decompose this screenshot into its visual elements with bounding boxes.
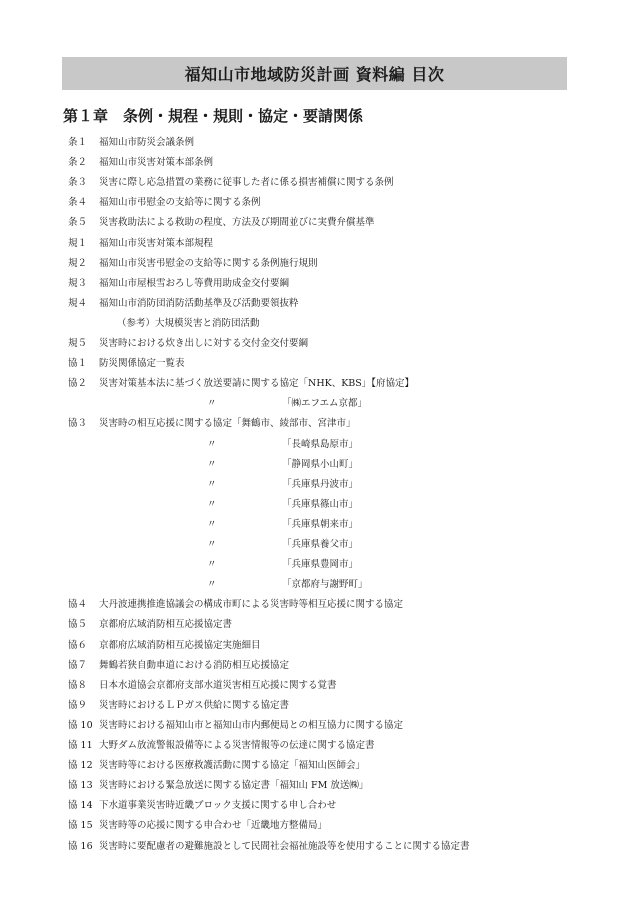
toc-entry-row xyxy=(0,697,630,715)
toc-entry-row xyxy=(0,677,630,695)
toc-entry-row xyxy=(0,295,630,313)
entry-title: 災害救助法による救助の程度、方法及び期間並びに実費弁償基準 xyxy=(99,217,375,229)
toc-entry-row xyxy=(0,817,630,835)
toc-entry-row xyxy=(0,275,630,293)
toc-entry-row xyxy=(0,174,630,192)
entry-code: 条１ xyxy=(68,137,88,148)
toc-entry-row xyxy=(0,235,630,253)
entry-continuation: 「兵庫県養父市」 xyxy=(282,539,359,550)
entry-title: 災害時における福知山市と福知山市内郵便局との相互協力に関する協定 xyxy=(99,719,404,731)
entry-continuation: 「京都府与謝野町」 xyxy=(282,579,368,591)
toc-entry-row xyxy=(0,737,630,755)
toc-entry-row xyxy=(0,255,630,273)
ditto-mark: 〃 xyxy=(207,498,217,510)
entry-code: 条４ xyxy=(68,197,88,209)
document-title: 福知山市地域防災計画 資料編 目次 xyxy=(184,65,445,84)
entry-code: 協 11 xyxy=(68,740,93,751)
toc-entry-row xyxy=(0,194,630,212)
entry-title: 災害時等の応援に関する申合わせ「近畿地方整備局」 xyxy=(99,820,328,832)
entry-title: 福知山市防災会議条例 xyxy=(99,137,195,148)
entry-title: 福知山市消防団消防活動基準及び活動要領抜粋 xyxy=(99,297,299,309)
ditto-mark: 〃 xyxy=(207,579,217,591)
toc-continuation-row xyxy=(0,476,630,494)
entry-code: 協９ xyxy=(68,699,88,711)
entry-code: 規５ xyxy=(68,338,88,349)
entry-title: 福知山市災害弔慰金の支給等に関する条例施行規則 xyxy=(99,257,318,269)
entry-title: 福知山市弔慰金の支給等に関する条例 xyxy=(99,197,261,209)
entry-code: 協６ xyxy=(68,639,88,651)
entry-code: 協７ xyxy=(68,659,88,671)
toc-entry-row xyxy=(0,637,630,655)
toc-entry-row xyxy=(0,375,630,393)
toc-entry-row xyxy=(0,757,630,775)
toc-entry-row xyxy=(0,214,630,232)
toc-entry-row xyxy=(0,717,630,735)
entry-continuation: 「㈱エフエム京都」 xyxy=(282,398,368,410)
entry-title: 災害時に要配慮者の避難施設として民間社会福祉施設等を使用することに関する協定書 xyxy=(99,840,470,852)
entry-title: 日本水道協会京都府支部水道災害相互応援に関する覚書 xyxy=(99,679,337,691)
entry-title: 舞鶴若狭自動車道における消防相互応援協定 xyxy=(99,659,290,671)
toc-entry-row xyxy=(0,596,630,614)
chapter-heading: 第１章 条例・規程・規則・協定・要請関係 xyxy=(63,107,364,125)
entry-code: 規４ xyxy=(68,297,88,309)
ditto-mark: 〃 xyxy=(207,539,217,550)
entry-title: 大野ダム放流警報設備等による災害情報等の伝達に関する協定書 xyxy=(99,740,375,751)
entry-code: 規３ xyxy=(68,277,88,289)
toc-continuation-row xyxy=(0,496,630,514)
entry-continuation: 「長崎県島原市」 xyxy=(282,438,359,450)
entry-code: 協１ xyxy=(68,358,88,370)
entry-code: 規２ xyxy=(68,257,88,269)
ditto-mark: 〃 xyxy=(207,438,217,450)
toc-entry-row xyxy=(0,797,630,815)
entry-title: 災害に際し応急措置の業務に従事した者に係る損害補償に関する条例 xyxy=(99,177,394,189)
ditto-mark: 〃 xyxy=(207,398,217,410)
toc-entry-row xyxy=(0,616,630,634)
entry-continuation: 「兵庫県朝来市」 xyxy=(282,518,359,530)
entry-title: 災害対策基本法に基づく放送要請に関する協定「NHK、KBS」【府協定】 xyxy=(99,378,415,390)
entry-code: 条５ xyxy=(68,217,88,229)
ditto-mark: 〃 xyxy=(207,559,217,571)
entry-continuation: 「兵庫県丹波市」 xyxy=(282,478,359,490)
entry-title: 防災関係協定一覧表 xyxy=(99,358,185,370)
entry-title: 災害時等における医療救護活動に関する協定「福知山医師会」 xyxy=(99,760,366,772)
ditto-mark: 〃 xyxy=(207,458,217,470)
entry-title: 災害時の相互応援に関する協定「舞鶴市、綾部市、宮津市」 xyxy=(99,418,356,430)
entry-code: 協２ xyxy=(68,378,88,390)
toc-continuation-row xyxy=(0,436,630,454)
entry-title: 災害時における炊き出しに対する交付金交付要綱 xyxy=(99,338,309,349)
toc-entry-row xyxy=(0,777,630,795)
toc-entry-row xyxy=(0,335,630,353)
toc-continuation-row xyxy=(0,536,630,554)
toc-entry-row xyxy=(0,657,630,675)
toc-continuation-row xyxy=(0,556,630,574)
entry-code: 協 13 xyxy=(68,780,93,792)
entry-title: 下水道事業災害時近畿ブロック支援に関する申し合わせ xyxy=(99,800,337,812)
entry-code: 規１ xyxy=(68,237,88,249)
entry-title: 福知山市災害対策本部条例 xyxy=(99,157,214,169)
toc-note-row xyxy=(0,315,630,333)
entry-continuation: 「兵庫県篠山市」 xyxy=(282,498,359,510)
toc-entry-row xyxy=(0,154,630,172)
toc-continuation-row xyxy=(0,395,630,413)
entry-title: 災害時におけるＬＰガス供給に関する協定書 xyxy=(99,699,290,711)
ditto-mark: 〃 xyxy=(207,518,217,530)
entry-title: 京都府広域消防相互応援協定実施細目 xyxy=(99,639,261,651)
entry-continuation: 「静岡県小山町」 xyxy=(282,458,359,470)
toc-continuation-row xyxy=(0,576,630,594)
entry-continuation: 「兵庫県豊岡市」 xyxy=(282,559,359,571)
toc-entry-row xyxy=(0,838,630,856)
entry-title: 福知山市屋根雪おろし等費用助成金交付要綱 xyxy=(99,277,290,289)
entry-code: 協 14 xyxy=(68,800,93,812)
entry-title: 災害時における緊急放送に関する協定書「福知山 FM 放送㈱」 xyxy=(99,780,369,792)
entry-code: 協５ xyxy=(68,619,88,631)
entry-title: 大丹波連携推進協議会の構成市町による災害時等相互応援に関する協定 xyxy=(99,599,404,611)
entry-code: 条３ xyxy=(68,177,88,189)
entry-code: 協 16 xyxy=(68,840,93,852)
toc-entry-row xyxy=(0,415,630,433)
entry-code: 協４ xyxy=(68,599,88,611)
toc-continuation-row xyxy=(0,516,630,534)
entry-code: 協８ xyxy=(68,679,88,691)
entry-code: 協３ xyxy=(68,418,88,430)
entry-code: 条２ xyxy=(68,157,88,169)
entry-code: 協 12 xyxy=(68,760,93,772)
entry-title: 福知山市災害対策本部規程 xyxy=(99,237,214,249)
entry-note: （参考）大規模災害と消防団活動 xyxy=(117,317,260,329)
ditto-mark: 〃 xyxy=(207,478,217,490)
toc-entry-row xyxy=(0,355,630,373)
entry-title: 京都府広域消防相互応援協定書 xyxy=(99,619,233,631)
entry-code: 協 15 xyxy=(68,820,93,832)
toc-continuation-row xyxy=(0,456,630,474)
entry-code: 協 10 xyxy=(68,719,93,731)
toc-entry-row xyxy=(0,134,630,152)
